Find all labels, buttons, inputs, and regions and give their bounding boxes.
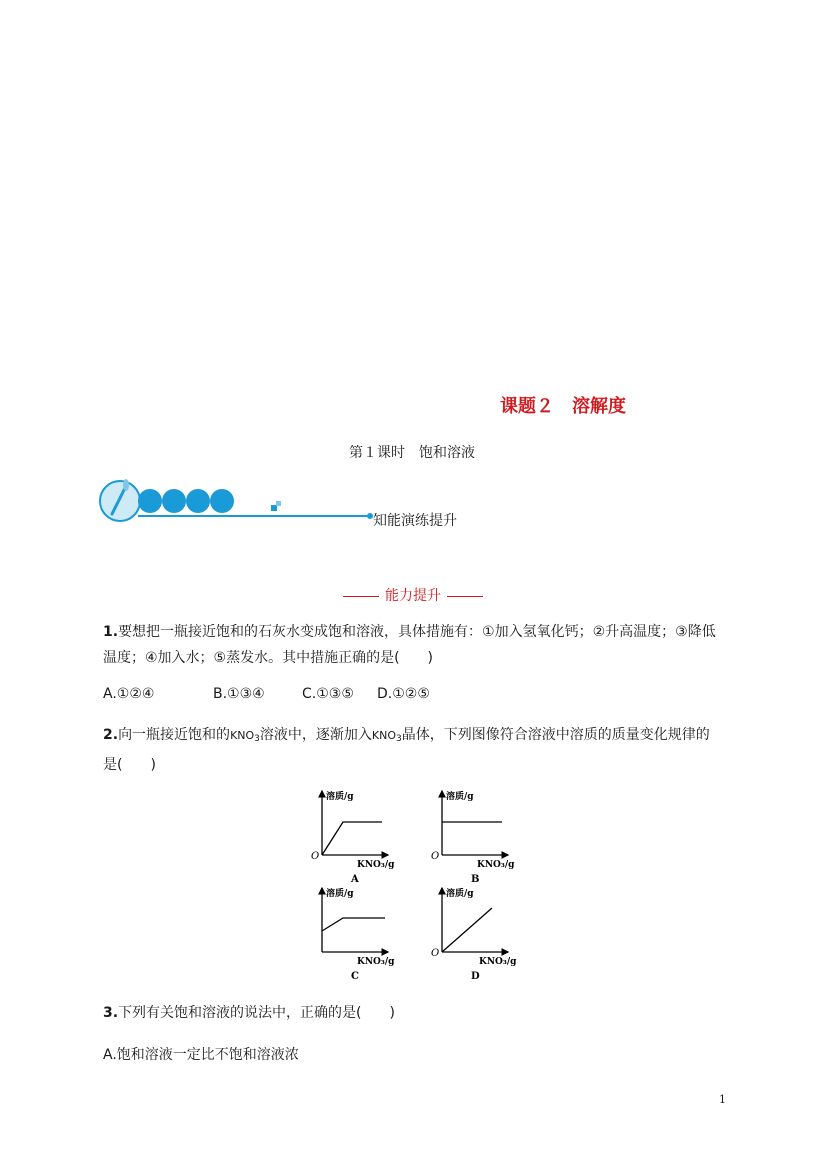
graph-a-xlabel: KNO₃/g bbox=[357, 860, 395, 870]
graph-b bbox=[431, 790, 515, 885]
question-1: 1.要想把一瓶接近饱和的石灰水变成饱和溶液，具体措施有：①加入氢氧化钙；②升高温度；③降低 温度；④加入水；⑤蒸发水。其中措施正确的是( ) bbox=[103, 624, 716, 666]
lesson-subtitle: 第１课时 饱和溶液 bbox=[349, 445, 475, 461]
lesson-title: 课题２ 溶解度 bbox=[500, 396, 626, 417]
banner-graphic bbox=[98, 476, 378, 526]
graph-c-xlabel: KNO₃/g bbox=[357, 957, 395, 967]
graph-d-ylabel: 溶质/g bbox=[446, 889, 474, 899]
graph-d-origin: O bbox=[431, 948, 440, 959]
graph-a-label: A bbox=[351, 874, 359, 885]
graph-c-curve bbox=[322, 918, 385, 931]
graph-b-xlabel: KNO₃/g bbox=[477, 860, 515, 870]
graph-a-curve bbox=[322, 822, 382, 855]
banner-dot-2 bbox=[162, 489, 186, 513]
section-heading: 能力提升 bbox=[343, 585, 483, 605]
question-2: 2.向一瓶接近饱和的$KNO_3$溶液中，逐渐加入$KNO_3$晶体，下列图像符合溶液中溶质的质量变化规律的 是( ) bbox=[103, 727, 710, 773]
option-b: B.①③④ bbox=[213, 686, 265, 702]
graph-b-label: B bbox=[471, 874, 480, 885]
banner-dot-4 bbox=[210, 489, 234, 513]
graph-d-xlabel: KNO₃/g bbox=[479, 957, 517, 967]
graph-d-curve bbox=[442, 908, 492, 952]
question-3-option-a: A.饱和溶液一定比不饱和溶液浓 bbox=[103, 1047, 299, 1063]
option-d: D.①②⑤ bbox=[377, 686, 430, 702]
graph-c bbox=[322, 887, 395, 982]
graph-a-ylabel: 溶质/g bbox=[326, 792, 354, 802]
graph-b-ylabel: 溶质/g bbox=[446, 792, 474, 802]
graph-c-ylabel: 溶质/g bbox=[326, 889, 354, 899]
graph-b-origin: O bbox=[431, 851, 440, 862]
question-3: 3.下列有关饱和溶液的说法中，正确的是( ) bbox=[103, 1005, 395, 1021]
option-a: A.①②④ bbox=[103, 686, 155, 702]
graph-d bbox=[431, 887, 517, 982]
banner-label: 知能演练提升 bbox=[373, 513, 457, 529]
page-number: 1 bbox=[719, 1093, 726, 1106]
graph-a bbox=[311, 790, 395, 885]
banner-dot-1 bbox=[138, 489, 162, 513]
answer-graphs bbox=[305, 788, 535, 983]
graph-c-label: C bbox=[351, 971, 359, 982]
graph-a-origin: O bbox=[311, 851, 320, 862]
option-c: C.①③⑤ bbox=[302, 686, 354, 702]
banner-dot-3 bbox=[186, 489, 210, 513]
graph-d-label: D bbox=[471, 971, 480, 982]
